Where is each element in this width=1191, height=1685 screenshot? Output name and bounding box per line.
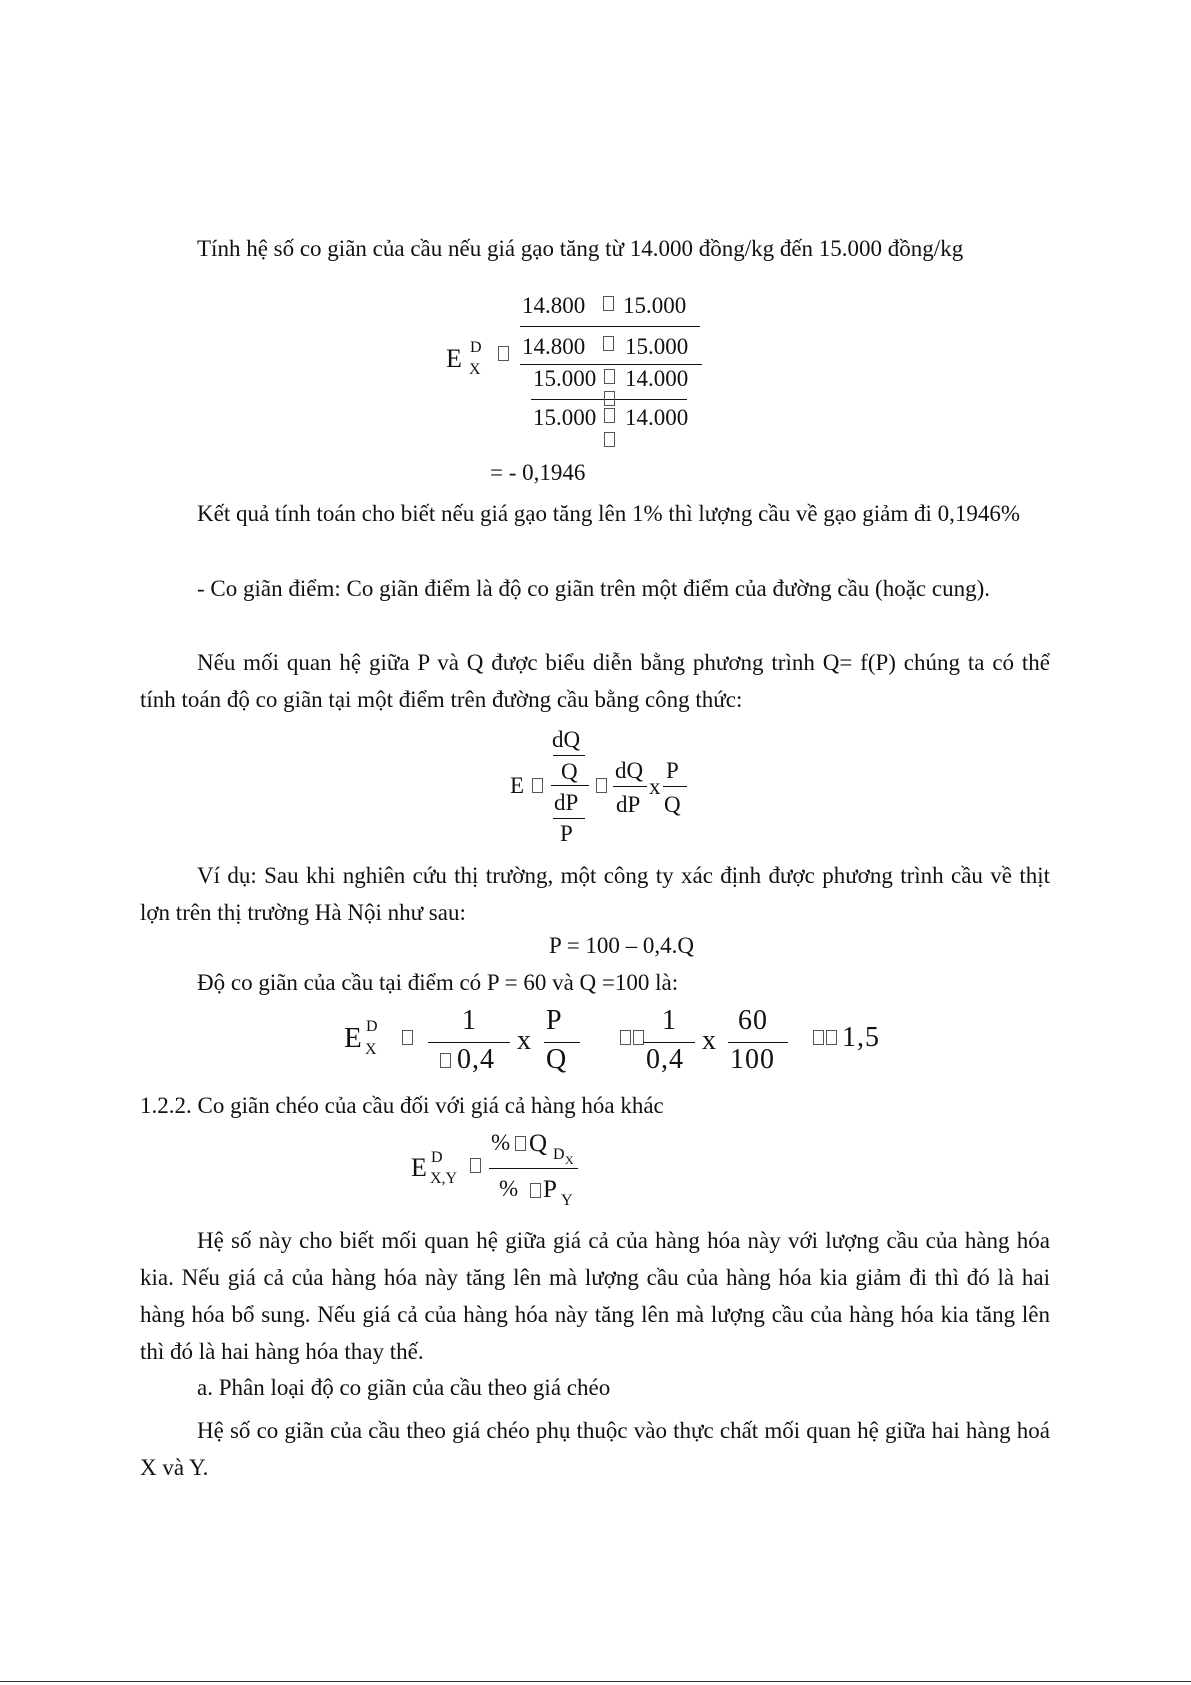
formula3-Q: Q xyxy=(546,1044,568,1075)
formula1-inner-rule-top xyxy=(520,326,700,327)
formula2-P-right: P xyxy=(666,758,679,783)
formula1-sub: X xyxy=(469,361,481,378)
formula4-num-subsub: X xyxy=(565,1153,574,1167)
formula2-dP: dP xyxy=(554,790,579,815)
formula1-E: E xyxy=(446,344,462,373)
formula1-a2: 14.800 xyxy=(522,334,586,359)
formula1-symbol xyxy=(604,408,615,423)
formula1-symbol xyxy=(604,432,615,447)
formula2-P: P xyxy=(560,821,573,846)
formula3-rule-2 xyxy=(544,1042,580,1043)
formula3-hundred: 100 xyxy=(730,1044,775,1075)
formula4-rule xyxy=(489,1168,578,1169)
formula2-dP-right: dP xyxy=(616,792,641,817)
formula2-dQ-right: dQ xyxy=(615,758,644,783)
formula3-sub: X xyxy=(365,1041,377,1058)
formula3-result: 1,5 xyxy=(842,1022,880,1053)
formula2-rule-small-2 xyxy=(553,818,585,819)
formula4-num-percent: % xyxy=(491,1130,511,1155)
formula3-rule-4 xyxy=(728,1042,788,1043)
paragraph-point-question: Độ co giãn của cầu tại điểm có P = 60 và Q =100 là: xyxy=(197,970,679,995)
intro-text: Tính hệ số co giãn của cầu nếu giá gạo tăng từ 14.000 đồng/kg đến 15.000 đồng/kg xyxy=(197,236,964,261)
formula3-sup: D xyxy=(366,1018,378,1035)
paragraph-point-formula-intro: Nếu mối quan hệ giữa P và Q được biểu diễn bằng phương trình Q= f(P) chúng ta có thể tính toán độ co giãn tại một điểm trên đường cầu bằng công thức: xyxy=(140,650,1050,712)
formula4-den-P: P xyxy=(543,1176,557,1203)
demand-equation: P = 100 – 0,4.Q xyxy=(549,933,695,958)
formula1-b2: 15.000 xyxy=(625,334,689,359)
subheading-classification: a. Phân loại độ co giãn của cầu theo giá chéo xyxy=(197,1375,611,1400)
formula2-rule-PQ xyxy=(663,786,687,787)
paragraph-result-explanation: Kết quả tính toán cho biết nếu giá gạo tăng lên 1% thì lượng cầu về gạo giảm đi 0,1946% xyxy=(197,501,1021,526)
formula1-symbol xyxy=(603,296,614,311)
paragraph-cross-explanation: Hệ số này cho biết mối quan hệ giữa giá cả của hàng hóa này với lượng cầu của hàng hóa kia. Nếu giá cả của hàng hóa này tăng lên mà lượng cầu của hàng hóa kia giảm đi thì đó là hai hàng hóa bổ sung. Nếu giá cả của hàng hóa này tăng lên mà lượng cầu của hàng hóa kia tăng lên thì đó là hai hàng hóa thay thế. xyxy=(140,1228,1050,1364)
formula3-one-2: 1 xyxy=(662,1005,677,1036)
formula2-E: E xyxy=(510,773,525,798)
paragraph-cross-dependency: Hệ số co giãn của cầu theo giá chéo phụ thuộc vào thực chất mối quan hệ giữa hai hàng hoá X và Y. xyxy=(140,1418,1050,1480)
paragraph-point-elasticity: - Co giãn điểm: Co giãn điểm là độ co giãn trên một điểm của đường cầu (hoặc cung). xyxy=(197,576,990,601)
formula2-x: x xyxy=(649,774,661,799)
formula4-delta-symbol-2 xyxy=(530,1183,541,1198)
formula1-b: 15.000 xyxy=(623,293,687,318)
formula4-den-percent: % xyxy=(499,1176,519,1201)
formula3-equals-symbol-2 xyxy=(620,1030,631,1045)
formula3-x-2: x xyxy=(702,1025,717,1056)
formula2-equals-symbol xyxy=(532,778,543,793)
formula1-result: = - 0,1946 xyxy=(490,460,586,485)
formula3-sixty: 60 xyxy=(738,1005,768,1036)
formula1-sup: D xyxy=(470,339,482,356)
formula1-main-rule xyxy=(520,364,702,365)
formula3-minus-symbol-3 xyxy=(826,1030,837,1045)
formula4-equals-symbol xyxy=(470,1158,481,1173)
formula1-d: 14.000 xyxy=(625,366,689,391)
formula4-sup: D xyxy=(431,1149,443,1166)
section-heading-cross-elasticity: 1.2.2. Co giãn chéo của cầu đối với giá cả hàng hóa khác xyxy=(140,1093,664,1118)
formula3-equals-symbol-3 xyxy=(813,1030,824,1045)
formula1-a: 14.800 xyxy=(522,293,586,318)
formula1-c2: 15.000 xyxy=(533,405,597,430)
formula2-rule-right xyxy=(613,786,647,787)
formula4-delta-symbol xyxy=(515,1136,526,1151)
formula2-dQ: dQ xyxy=(552,727,581,752)
formula3-E: E xyxy=(344,1022,362,1054)
formula4-num-Q: Q xyxy=(529,1130,548,1157)
page-bottom-rule xyxy=(0,1681,1191,1682)
formula3-neg04: 0,4 xyxy=(457,1044,495,1075)
formula3-rule-1 xyxy=(428,1042,510,1043)
formula2-main-rule xyxy=(551,785,589,786)
formula4-sub: X,Y xyxy=(430,1170,458,1187)
formula2-Q: Q xyxy=(561,759,578,784)
formula1-symbol xyxy=(603,336,614,351)
formula3-one: 1 xyxy=(462,1005,477,1036)
formula4-den-sub: Y xyxy=(561,1192,573,1209)
formula1-symbol xyxy=(604,369,615,384)
formula2-equals-symbol-2 xyxy=(596,778,607,793)
formula1-c: 15.000 xyxy=(533,366,597,391)
formula4-E: E xyxy=(411,1153,427,1182)
formula3-P: P xyxy=(546,1005,563,1036)
formula3-x: x xyxy=(517,1025,532,1056)
formula1-d2: 14.000 xyxy=(625,405,689,430)
formula3-minus-symbol xyxy=(440,1053,451,1068)
formula3-04: 0,4 xyxy=(646,1044,684,1075)
formula4-num-sub: D xyxy=(553,1146,565,1163)
formula1-equals-symbol xyxy=(498,346,509,361)
formula1-symbol xyxy=(604,391,615,406)
formula2-Q-right: Q xyxy=(664,792,681,817)
formula3-rule-3 xyxy=(643,1042,695,1043)
formula3-equals-symbol xyxy=(402,1030,413,1045)
formula2-rule-small xyxy=(553,755,585,756)
paragraph-example: Ví dụ: Sau khi nghiên cứu thị trường, một công ty xác định được phương trình cầu về thịt lợn trên thị trường Hà Nội như sau: xyxy=(140,863,1050,925)
